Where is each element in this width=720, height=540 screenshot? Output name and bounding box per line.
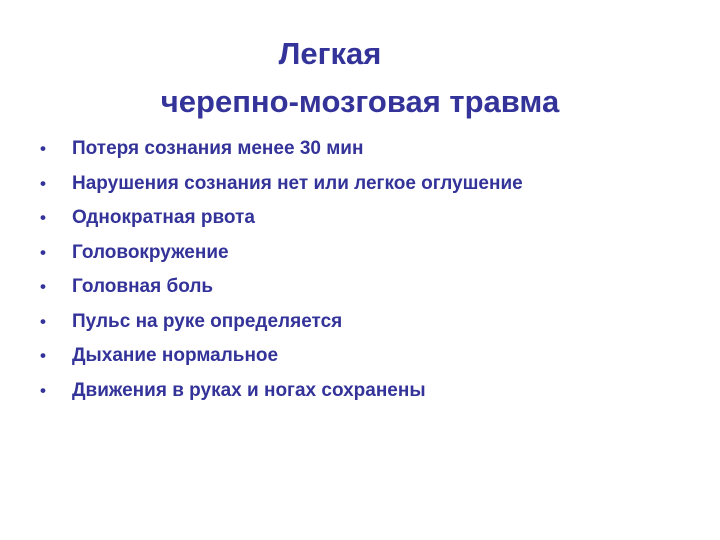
bullet-item — [40, 305, 700, 340]
bullet-icon: • — [40, 346, 46, 365]
bullet-item — [40, 201, 700, 236]
bullet-text: Потеря сознания менее 30 мин — [72, 138, 364, 159]
bullet-item — [40, 132, 700, 167]
bullet-item — [40, 270, 700, 305]
bullet-text: Однократная рвота — [72, 207, 255, 228]
title-line-1: Легкая — [278, 36, 382, 71]
bullet-icon: • — [40, 311, 46, 331]
slide-title — [0, 30, 720, 126]
bullet-list — [40, 132, 700, 408]
bullet-text: Головокружение — [72, 241, 229, 263]
bullet-icon: • — [40, 208, 46, 227]
bullet-text: Пульс на руке определяется — [72, 310, 343, 332]
bullet-icon: • — [40, 277, 46, 296]
bullet-text: Нарушения сознания нет или легкое оглушение — [72, 172, 523, 194]
bullet-icon: • — [40, 380, 46, 400]
bullet-icon: • — [40, 139, 46, 158]
bullet-icon: • — [40, 173, 46, 193]
bullet-text: Головная боль — [72, 276, 214, 297]
title-line-2: черепно-мозговая травма — [160, 84, 560, 119]
bullet-item — [40, 167, 700, 202]
bullet-item — [40, 374, 700, 409]
bullet-icon: • — [40, 242, 46, 262]
bullet-item — [40, 339, 700, 374]
bullet-text: Движения в руках и ногах сохранены — [72, 379, 426, 401]
bullet-text: Дыхание нормальное — [72, 345, 279, 366]
bullet-item — [40, 236, 700, 271]
